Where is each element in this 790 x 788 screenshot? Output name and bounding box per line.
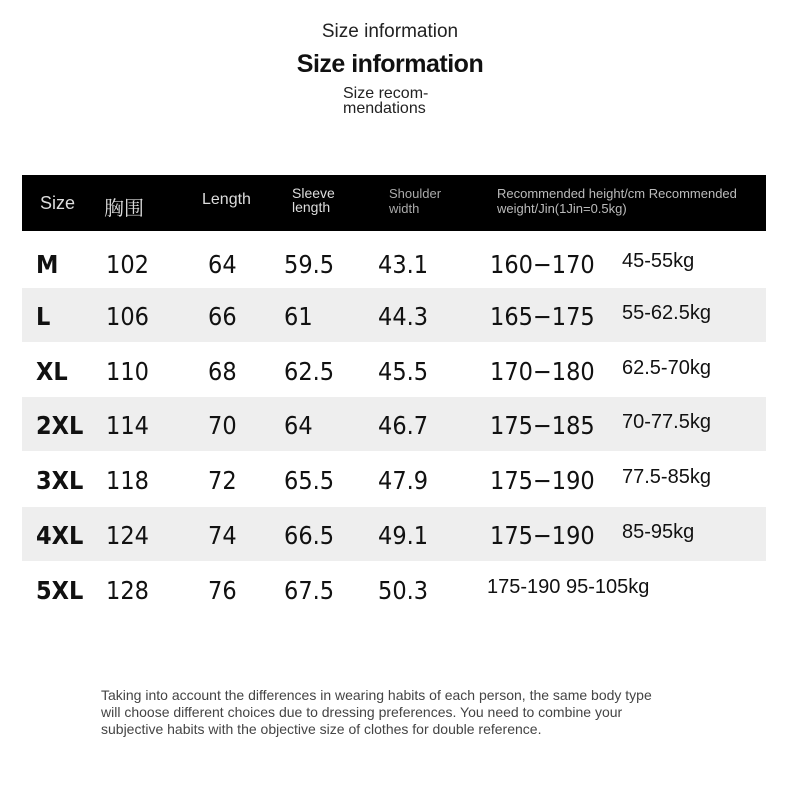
height-cell: 175−190	[490, 466, 595, 495]
header-sleeve: Sleeve length	[292, 185, 335, 215]
size-cell: 3XL	[36, 466, 84, 495]
chest-cell: 110	[106, 357, 149, 386]
shoulder-cell: 43.1	[378, 250, 429, 279]
height-cell: 165−175	[490, 302, 595, 331]
table-header	[22, 175, 766, 231]
length-cell: 68	[208, 357, 237, 386]
header-recommended: Recommended height/cm Recommended weight/Jin(1Jin=0.5kg)	[497, 186, 737, 216]
chest-cell: 106	[106, 302, 149, 331]
size-cell: 5XL	[36, 576, 84, 605]
length-cell: 66	[208, 302, 237, 331]
weight-cell: 45-55kg	[622, 250, 695, 272]
header-size: Size	[40, 193, 76, 213]
sleeve-cell: 67.5	[284, 576, 335, 605]
table-row	[22, 452, 766, 506]
shoulder-cell: 44.3	[378, 302, 429, 331]
disclaimer-note: Taking into account the differences in wearing habits of each person, the same body type will choose different choices due to dressing preferences. You need to combine your subjective habits with the objective size of clothes for double reference.	[101, 687, 652, 737]
shoulder-cell: 46.7	[378, 411, 429, 440]
size-cell: 4XL	[36, 521, 84, 550]
header-shoulder: Shoulder width	[389, 186, 442, 216]
size-cell: 2XL	[36, 411, 84, 440]
weight-cell: 77.5-85kg	[622, 466, 711, 488]
height-cell: 175−190	[490, 521, 595, 550]
sleeve-cell: 64	[284, 411, 313, 440]
table-row	[22, 343, 766, 397]
sleeve-cell: 62.5	[284, 357, 335, 386]
chest-cell: 114	[106, 411, 149, 440]
height-cell: 160−170	[490, 250, 595, 279]
sleeve-cell: 65.5	[284, 466, 335, 495]
title-bold: Size information	[296, 50, 484, 78]
table-row	[22, 236, 766, 290]
table-row	[22, 562, 766, 616]
length-cell: 70	[208, 411, 237, 440]
table-row	[22, 397, 766, 451]
size-cell: M	[36, 250, 59, 279]
subtitle: Size recom- mendations	[343, 85, 429, 117]
length-cell: 76	[208, 576, 237, 605]
chest-cell: 128	[106, 576, 149, 605]
height-cell: 175−185	[490, 411, 595, 440]
length-cell: 72	[208, 466, 237, 495]
size-cell: L	[36, 302, 51, 331]
shoulder-cell: 50.3	[378, 576, 429, 605]
height-cell: 170−180	[490, 357, 595, 386]
shoulder-cell: 47.9	[378, 466, 429, 495]
title-small: Size information	[321, 21, 459, 42]
header-length: Length	[202, 191, 251, 208]
chest-cell: 118	[106, 466, 149, 495]
header-chest: 胸围	[104, 196, 144, 220]
sleeve-cell: 59.5	[284, 250, 335, 279]
weight-cell: 85-95kg	[622, 521, 695, 543]
table-row	[22, 507, 766, 561]
shoulder-cell: 45.5	[378, 357, 429, 386]
length-cell: 74	[208, 521, 237, 550]
weight-cell: 70-77.5kg	[622, 411, 711, 433]
chest-cell: 102	[106, 250, 149, 279]
chest-cell: 124	[106, 521, 149, 550]
weight-cell: 55-62.5kg	[622, 302, 711, 324]
length-cell: 64	[208, 250, 237, 279]
height-cell: 175-190 95-105kg	[487, 576, 650, 598]
sleeve-cell: 66.5	[284, 521, 335, 550]
sleeve-cell: 61	[284, 302, 313, 331]
size-cell: XL	[36, 357, 68, 386]
shoulder-cell: 49.1	[378, 521, 429, 550]
table-row	[22, 288, 766, 342]
weight-cell: 62.5-70kg	[622, 357, 711, 379]
